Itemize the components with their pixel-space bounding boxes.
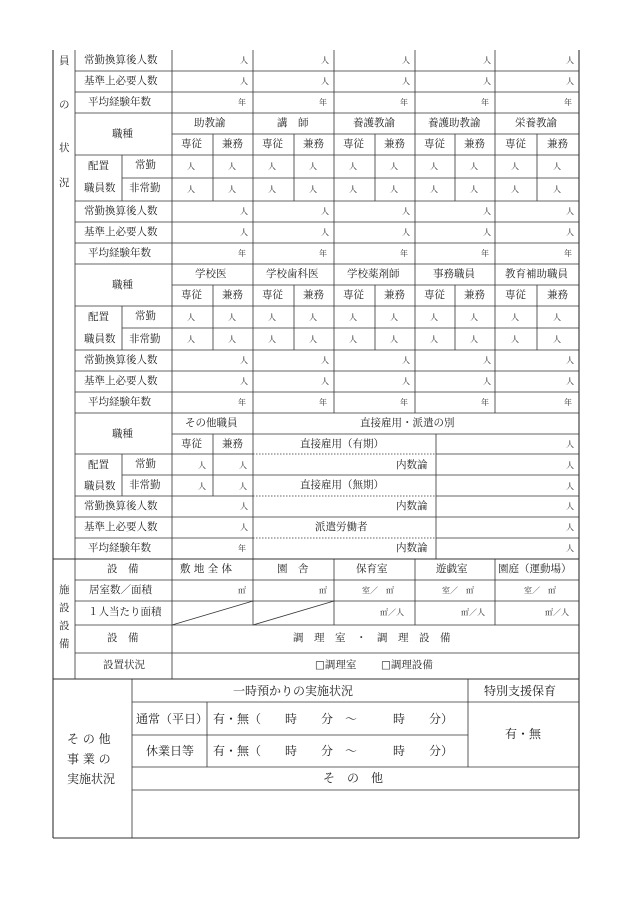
- role-header: 養護教諭: [353, 117, 395, 129]
- role-header: 事務職員: [433, 268, 475, 280]
- facility-row-per-person: １人当たり面積: [88, 606, 162, 618]
- unit-person: 人: [430, 162, 438, 171]
- unit-person: 人: [268, 335, 276, 344]
- unit-person: 人: [470, 185, 478, 194]
- unit-person: 人: [402, 56, 410, 65]
- unit-year: 年: [564, 398, 572, 407]
- facility-col-building: 園 舎: [277, 563, 309, 575]
- unit-year: 年: [564, 249, 572, 258]
- unit-person: 人: [511, 335, 519, 344]
- special-support-value[interactable]: 有・無: [505, 727, 542, 741]
- unit-person: 人: [349, 335, 357, 344]
- unit-person: 人: [198, 461, 206, 470]
- unit-person: 人: [239, 482, 247, 491]
- unit-person: 人: [187, 185, 195, 194]
- unit-m2-per-person: ㎡／人: [545, 608, 569, 617]
- role-header: 学校医: [195, 268, 227, 280]
- facility-vertical-label-4: 備: [59, 638, 70, 650]
- senju-label: 専従: [505, 289, 526, 301]
- checkbox-cooking-equipment[interactable]: □調理設備: [381, 659, 433, 671]
- senju-label: 専従: [181, 289, 202, 301]
- row-label-experience: 平均経験年数: [88, 396, 151, 408]
- weekday-time-field[interactable]: 有・無（ 時 分 ～ 時 分）: [213, 712, 454, 726]
- unit-person: 人: [483, 77, 491, 86]
- facility-vertical-label-3: 設: [59, 620, 70, 632]
- joukin-label: 常勤: [135, 458, 156, 470]
- other-label: そ の 他: [323, 771, 384, 785]
- employment-type-header: 直接雇用・派遣の別: [360, 417, 455, 429]
- role-header: 学校薬剤師: [347, 268, 400, 280]
- unit-m2: ㎡: [319, 586, 327, 595]
- unit-person: 人: [240, 77, 248, 86]
- unit-person: 人: [470, 313, 478, 322]
- row-label-experience: 平均経験年数: [88, 247, 151, 259]
- unit-year: 年: [319, 398, 327, 407]
- row-label-required: 基準上必要人数: [84, 375, 158, 387]
- senju-label: 専従: [505, 138, 526, 150]
- unit-person: 人: [240, 207, 248, 216]
- unit-person: 人: [483, 356, 491, 365]
- unit-person: 人: [483, 56, 491, 65]
- kenmu-label: 兼務: [222, 289, 243, 301]
- unit-year: 年: [481, 398, 489, 407]
- role-header: 養護助教諭: [428, 117, 481, 129]
- unit-person: 人: [430, 335, 438, 344]
- staff-vertical-label-2: の: [59, 99, 70, 111]
- row-label-experience: 平均経験年数: [88, 542, 151, 554]
- senju-label: 専従: [424, 138, 445, 150]
- unit-person: 人: [187, 335, 195, 344]
- row-label-fte: 常勤換算後人数: [84, 354, 158, 366]
- unit-person: 人: [511, 185, 519, 194]
- row-label-fte: 常勤換算後人数: [84, 500, 158, 512]
- role-header: 講 師: [277, 117, 309, 129]
- unit-room-m2: 室／ ㎡: [362, 586, 394, 595]
- unit-person: 人: [483, 377, 491, 386]
- role-header: 助教諭: [194, 117, 226, 129]
- row-label-fte: 常勤換算後人数: [84, 205, 158, 217]
- shokuinsu-label: 職員数: [84, 333, 116, 345]
- employment-direct-fixed: 直接雇用（有期）: [300, 438, 384, 450]
- checkbox-cooking-room[interactable]: □調理室: [315, 659, 357, 671]
- unit-m2: ㎡: [238, 586, 246, 595]
- unit-room-m2: 室／ ㎡: [524, 586, 556, 595]
- staff-vertical-label-3: 状: [59, 142, 70, 154]
- kenmu-label: 兼務: [464, 138, 485, 150]
- hijoukin-label: 非常勤: [129, 182, 161, 194]
- kenmu-label: 兼務: [547, 289, 568, 301]
- unit-person: 人: [240, 356, 248, 365]
- role-header: 教育補助職員: [505, 268, 568, 280]
- unit-person: 人: [566, 56, 574, 65]
- haichi-label: 配置: [88, 459, 109, 471]
- hijoukin-label: 非常勤: [129, 333, 161, 345]
- unit-person: 人: [309, 162, 317, 171]
- unit-year: 年: [238, 398, 246, 407]
- facility-vertical-label-2: 設: [59, 602, 70, 614]
- unit-person: 人: [470, 335, 478, 344]
- senju-label: 専従: [181, 138, 202, 150]
- unit-person: 人: [349, 185, 357, 194]
- senju-label: 専従: [262, 138, 283, 150]
- unit-person: 人: [198, 482, 206, 491]
- facility-row-install: 設置状況: [103, 659, 145, 671]
- unit-person: 人: [349, 162, 357, 171]
- kenmu-label: 兼務: [303, 289, 324, 301]
- unit-person: 人: [321, 77, 329, 86]
- unit-year: 年: [319, 98, 327, 107]
- unit-person: 人: [566, 377, 574, 386]
- unit-person: 人: [511, 313, 519, 322]
- unit-person: 人: [390, 162, 398, 171]
- employment-dispatched: 派遣労働者: [315, 521, 368, 533]
- unit-person: 人: [309, 313, 317, 322]
- hijoukin-label: 非常勤: [129, 479, 161, 491]
- facility-col-childcare-room: 保育室: [356, 563, 388, 575]
- unit-year: 年: [400, 398, 408, 407]
- row-label-fte: 常勤換算後人数: [84, 54, 158, 66]
- staff-vertical-label-4: 況: [59, 177, 70, 189]
- unit-person: 人: [553, 313, 561, 322]
- joukin-label: 常勤: [135, 159, 156, 171]
- unit-person: 人: [240, 56, 248, 65]
- unit-person: 人: [187, 313, 195, 322]
- row-label-required: 基準上必要人数: [84, 226, 158, 238]
- unit-year: 年: [481, 249, 489, 258]
- row-label-required: 基準上必要人数: [84, 521, 158, 533]
- employment-inner-count: 内数論: [396, 459, 428, 471]
- unit-person: 人: [309, 335, 317, 344]
- unit-person: 人: [309, 185, 317, 194]
- unit-person: 人: [511, 162, 519, 171]
- holiday-label: 休業日等: [146, 744, 195, 758]
- unit-year: 年: [481, 98, 489, 107]
- unit-year: 年: [238, 544, 246, 553]
- facility-header-setsubi: 設 備: [107, 563, 139, 575]
- row-label-experience: 平均経験年数: [88, 96, 151, 108]
- block2-header-label: 職種: [112, 279, 133, 291]
- unit-person: 人: [228, 185, 236, 194]
- facility-equipment-value: 調 理 室 ・ 調 理 設 備: [293, 632, 451, 644]
- other-free-text-area[interactable]: [133, 791, 578, 837]
- unit-person: 人: [268, 185, 276, 194]
- kenmu-label: 兼務: [222, 138, 243, 150]
- senju-label: 専従: [262, 289, 283, 301]
- facility-col-site: 敷 地 全 体: [180, 563, 233, 575]
- unit-person: 人: [430, 185, 438, 194]
- block3-header-label: 職種: [112, 428, 133, 440]
- unit-person: 人: [566, 544, 574, 553]
- holiday-time-field[interactable]: 有・無（ 時 分 ～ 時 分）: [213, 744, 454, 758]
- unit-year: 年: [400, 98, 408, 107]
- shokuinsu-label: 職員数: [84, 182, 116, 194]
- unit-person: 人: [240, 502, 248, 511]
- unit-person: 人: [321, 207, 329, 216]
- joukin-label: 常勤: [135, 310, 156, 322]
- unit-person: 人: [553, 335, 561, 344]
- unit-person: 人: [430, 313, 438, 322]
- unit-person: 人: [390, 313, 398, 322]
- unit-person: 人: [553, 185, 561, 194]
- senju-label: 専従: [424, 289, 445, 301]
- role-header: 学校歯科医: [266, 268, 319, 280]
- kenmu-label: 兼務: [222, 438, 243, 450]
- unit-person: 人: [566, 207, 574, 216]
- kenmu-label: 兼務: [384, 289, 405, 301]
- facility-col-yard: 園庭（運動場）: [498, 563, 572, 575]
- unit-person: 人: [240, 377, 248, 386]
- senju-label: 専従: [343, 138, 364, 150]
- unit-person: 人: [402, 228, 410, 237]
- unit-person: 人: [566, 482, 574, 491]
- unit-person: 人: [321, 356, 329, 365]
- unit-person: 人: [566, 461, 574, 470]
- employment-direct-permanent: 直接雇用（無期）: [300, 479, 384, 491]
- shokuinsu-label: 職員数: [84, 480, 116, 492]
- employment-inner-count: 内数論: [396, 542, 428, 554]
- row-label-required: 基準上必要人数: [84, 75, 158, 87]
- block1-header-label: 職種: [112, 128, 133, 140]
- kenmu-label: 兼務: [464, 289, 485, 301]
- unit-person: 人: [483, 207, 491, 216]
- unit-person: 人: [228, 313, 236, 322]
- unit-person: 人: [240, 523, 248, 532]
- facility-vertical-label-1: 施: [59, 584, 70, 596]
- temp-care-header: 一時預かりの実施状況: [233, 684, 354, 698]
- unit-person: 人: [321, 377, 329, 386]
- unit-person: 人: [390, 335, 398, 344]
- unit-m2-per-person: ㎡／人: [461, 608, 485, 617]
- unit-person: 人: [239, 461, 247, 470]
- special-support-header: 特別支援保育: [484, 684, 557, 698]
- senju-label: 専従: [343, 289, 364, 301]
- employment-inner-count: 内数論: [396, 500, 428, 512]
- unit-person: 人: [349, 313, 357, 322]
- unit-year: 年: [400, 249, 408, 258]
- unit-person: 人: [553, 162, 561, 171]
- unit-person: 人: [228, 335, 236, 344]
- unit-m2-per-person: ㎡／人: [380, 608, 404, 617]
- unit-year: 年: [238, 249, 246, 258]
- unit-person: 人: [268, 313, 276, 322]
- unit-person: 人: [402, 77, 410, 86]
- other-vertical-label-2: 事 業 の: [67, 752, 111, 766]
- unit-person: 人: [187, 162, 195, 171]
- unit-person: 人: [390, 185, 398, 194]
- role-header-other: その他職員: [185, 417, 238, 429]
- unit-person: 人: [321, 56, 329, 65]
- unit-person: 人: [321, 228, 329, 237]
- kenmu-label: 兼務: [384, 138, 405, 150]
- kenmu-label: 兼務: [303, 138, 324, 150]
- unit-person: 人: [228, 162, 236, 171]
- other-vertical-label-3: 実施状況: [67, 772, 116, 786]
- unit-person: 人: [566, 228, 574, 237]
- other-vertical-label-1: そ の 他: [67, 732, 111, 746]
- senju-label: 専従: [181, 438, 202, 450]
- unit-person: 人: [470, 162, 478, 171]
- unit-year: 年: [564, 98, 572, 107]
- unit-person: 人: [402, 377, 410, 386]
- unit-person: 人: [483, 228, 491, 237]
- unit-person: 人: [402, 356, 410, 365]
- unit-year: 年: [238, 98, 246, 107]
- facility-col-playroom: 遊戯室: [436, 563, 468, 575]
- kenmu-label: 兼務: [547, 138, 568, 150]
- haichi-label: 配置: [88, 311, 109, 323]
- unit-person: 人: [268, 162, 276, 171]
- unit-room-m2: 室／ ㎡: [442, 586, 474, 595]
- unit-person: 人: [240, 228, 248, 237]
- unit-year: 年: [319, 249, 327, 258]
- unit-person: 人: [566, 502, 574, 511]
- unit-person: 人: [566, 77, 574, 86]
- staff-vertical-label-1: 員: [59, 55, 70, 67]
- unit-person: 人: [566, 523, 574, 532]
- facility-row-area: 居室数／面積: [89, 584, 152, 596]
- unit-person: 人: [402, 207, 410, 216]
- unit-person: 人: [566, 440, 574, 449]
- unit-person: 人: [566, 356, 574, 365]
- weekday-label: 通常（平日）: [136, 712, 209, 726]
- role-header: 栄養教諭: [515, 117, 557, 129]
- haichi-label: 配置: [88, 160, 109, 172]
- facility-row-equipment: 設 備: [107, 632, 139, 644]
